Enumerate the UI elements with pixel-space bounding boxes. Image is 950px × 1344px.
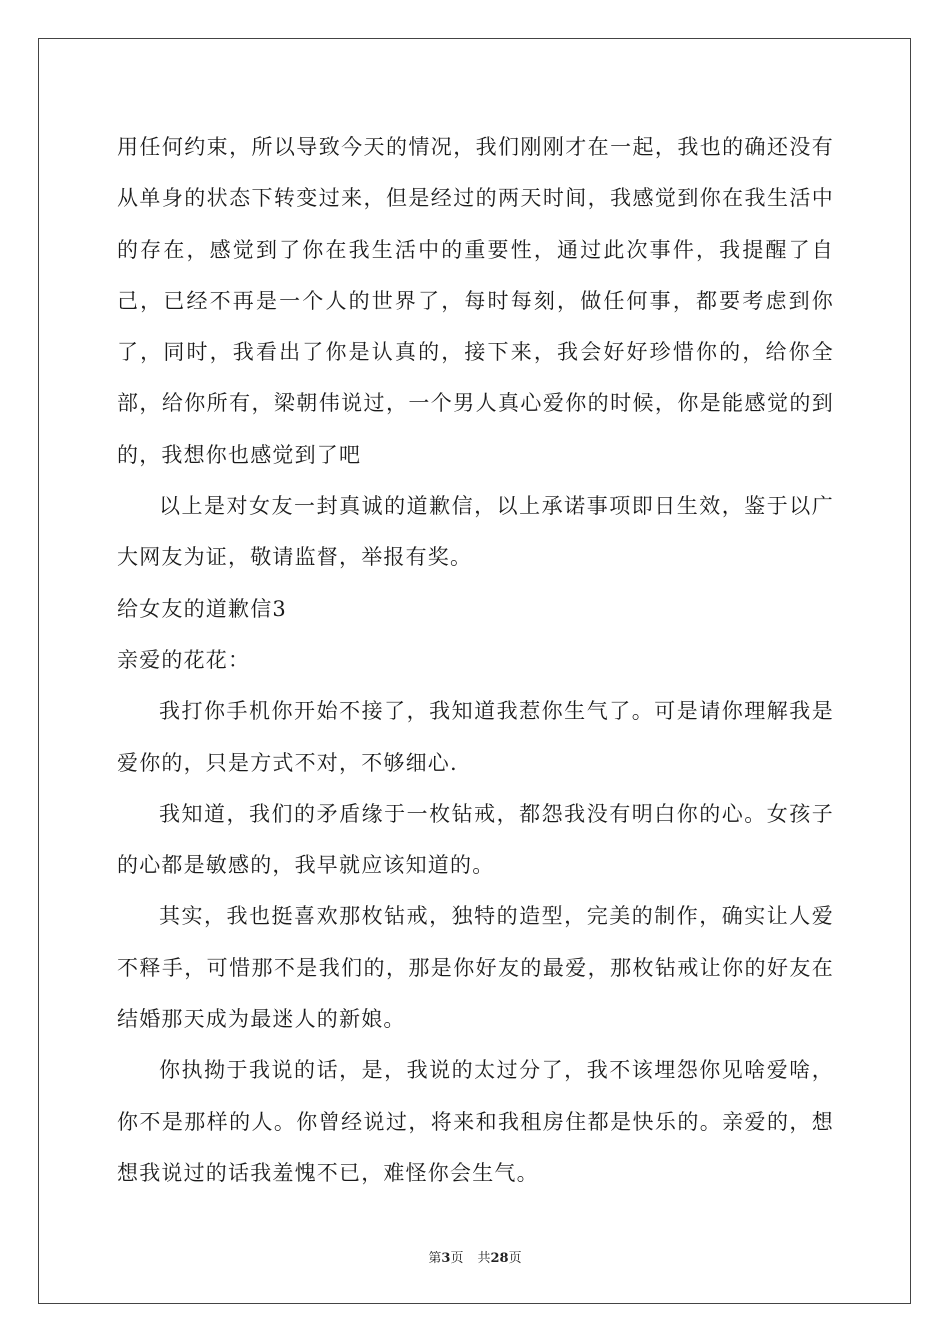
document-body <box>117 122 834 1199</box>
salutation: 亲爱的花花： <box>117 647 251 672</box>
paragraph: 你执拗于我说的话，是，我说的太过分了，我不该埋怨你见啥爱啥，你不是那样的人。你曾经说过，将来和我租房住都是快乐的。亲爱的，想想我说过的话我羞愧不已，难怪你会生气。 <box>117 1058 834 1185</box>
footer-total-prefix: 共 <box>477 1251 491 1266</box>
paragraph: 用任何约束，所以导致今天的情况，我们刚刚才在一起，我也的确还没有从单身的状态下转变过来，但是经过的两天时间，我感觉到你在我生活中的存在，感觉到了你在我生活中的重要性，通过此次事件，我提醒了自己，已经不再是一个人的世界了，每时每刻，做任何事，都要考虑到你了，同时，我看出了你是认真的，接下来，我会好好珍惜你的，给你全部，给你所有，梁朝伟说过，一个男人真心爱你的时候，你是能感觉的到的，我想你也感觉到了吧 <box>117 135 834 467</box>
footer-prefix: 第 <box>428 1251 442 1266</box>
footer-total-suffix: 页 <box>508 1251 522 1266</box>
page-footer <box>0 1247 950 1266</box>
paragraph: 以上是对女友一封真诚的道歉信，以上承诺事项即日生效，鉴于以广大网友为证，敬请监督，举报有奖。 <box>117 494 834 570</box>
section-heading: 给女友的道歉信3 <box>117 596 287 621</box>
current-page-number: 3 <box>441 1251 451 1266</box>
footer-page-suffix: 页 <box>450 1251 464 1266</box>
paragraph: 我打你手机你开始不接了，我知道我惹你生气了。可是请你理解我是爱你的，只是方式不对，不够细心. <box>117 699 834 775</box>
total-page-count: 28 <box>490 1251 509 1266</box>
paragraph: 其实，我也挺喜欢那枚钻戒，独特的造型，完美的制作，确实让人爱不释手，可惜那不是我们的，那是你好友的最爱，那枚钻戒让你的好友在结婚那天成为最迷人的新娘。 <box>117 904 834 1032</box>
paragraph: 我知道，我们的矛盾缘于一枚钻戒，都怨我没有明白你的心。女孩子的心都是敏感的，我早就应该知道的。 <box>117 801 834 878</box>
